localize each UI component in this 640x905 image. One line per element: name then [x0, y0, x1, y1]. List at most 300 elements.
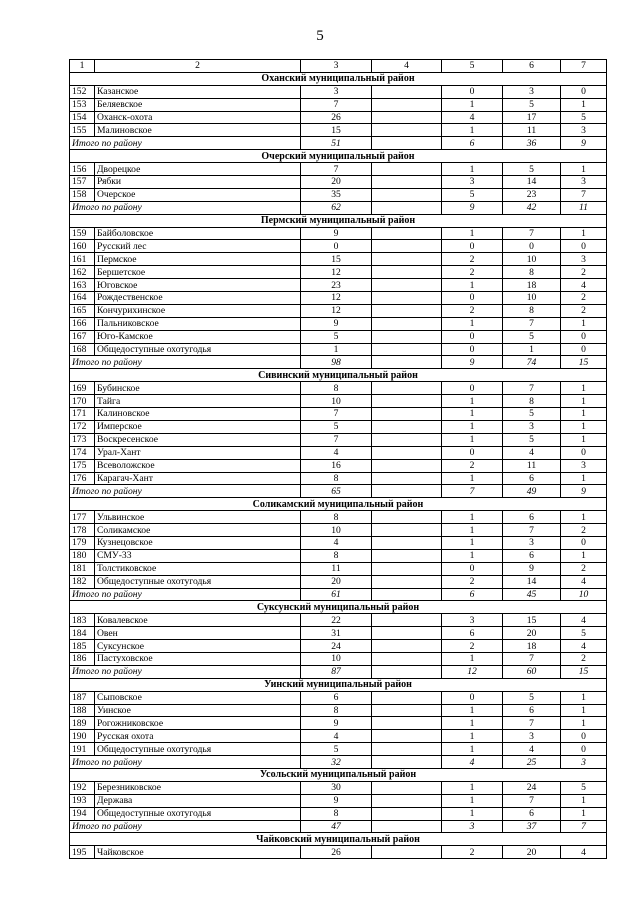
- row-number: 173: [70, 433, 95, 446]
- hunting-ground-name: Держава: [95, 794, 301, 807]
- cell-col4: [372, 408, 442, 421]
- row-number: 175: [70, 459, 95, 472]
- cell-col3: 8: [301, 472, 372, 485]
- cell-col5: 1: [442, 472, 503, 485]
- table-row: [70, 98, 607, 111]
- cell-col5: 0: [442, 691, 503, 704]
- district-header-row: [70, 150, 607, 163]
- cell-col4: [372, 85, 442, 98]
- cell-col3: 9: [301, 717, 372, 730]
- hunting-ground-name: Тайга: [95, 395, 301, 408]
- cell-col4: [372, 292, 442, 305]
- cell-col5: 2: [442, 640, 503, 653]
- total-col6: 60: [503, 665, 561, 678]
- cell-col5: 1: [442, 433, 503, 446]
- row-number: 190: [70, 730, 95, 743]
- cell-col4: [372, 253, 442, 266]
- total-col5: 3: [442, 820, 503, 833]
- cell-col3: 6: [301, 691, 372, 704]
- hunting-ground-name: Ковалевское: [95, 614, 301, 627]
- row-number: 180: [70, 549, 95, 562]
- total-col3: 61: [301, 588, 372, 601]
- row-number: 184: [70, 627, 95, 640]
- total-label: Итого по району: [70, 356, 301, 369]
- district-header-row: [70, 833, 607, 846]
- total-col7: 9: [561, 485, 607, 498]
- cell-col7: 4: [561, 614, 607, 627]
- row-number: 156: [70, 163, 95, 176]
- cell-col7: 1: [561, 807, 607, 820]
- cell-col4: [372, 511, 442, 524]
- cell-col6: 6: [503, 807, 561, 820]
- table-row: [70, 343, 607, 356]
- table-row: [70, 614, 607, 627]
- cell-col3: 10: [301, 395, 372, 408]
- cell-col6: 7: [503, 652, 561, 665]
- cell-col5: 2: [442, 459, 503, 472]
- column-header: 1: [70, 60, 95, 73]
- total-col7: 15: [561, 665, 607, 678]
- row-number: 194: [70, 807, 95, 820]
- total-col4: [372, 756, 442, 769]
- district-title: Оханский муниципальный район: [70, 72, 607, 85]
- table-body: [70, 60, 607, 859]
- hunting-ground-name: Пальниковское: [95, 317, 301, 330]
- row-number: 186: [70, 652, 95, 665]
- row-number: 168: [70, 343, 95, 356]
- hunting-ground-name: Рогожниковское: [95, 717, 301, 730]
- cell-col5: 0: [442, 292, 503, 305]
- cell-col5: 0: [442, 330, 503, 343]
- table-row: [70, 472, 607, 485]
- row-number: 167: [70, 330, 95, 343]
- total-label: Итого по району: [70, 665, 301, 678]
- hunting-ground-name: Калиновское: [95, 408, 301, 421]
- cell-col4: [372, 279, 442, 292]
- cell-col3: 8: [301, 511, 372, 524]
- cell-col4: [372, 266, 442, 279]
- cell-col4: [372, 794, 442, 807]
- table-row: [70, 240, 607, 253]
- cell-col6: 5: [503, 433, 561, 446]
- table-row: [70, 279, 607, 292]
- district-total-row: [70, 485, 607, 498]
- district-header-row: [70, 768, 607, 781]
- cell-col3: 15: [301, 124, 372, 137]
- cell-col6: 5: [503, 163, 561, 176]
- cell-col4: [372, 562, 442, 575]
- cell-col7: 3: [561, 459, 607, 472]
- cell-col5: 2: [442, 846, 503, 859]
- hunting-ground-name: Всеволожское: [95, 459, 301, 472]
- total-col4: [372, 485, 442, 498]
- cell-col5: 1: [442, 524, 503, 537]
- row-number: 166: [70, 317, 95, 330]
- cell-col3: 20: [301, 176, 372, 189]
- column-header: 2: [95, 60, 301, 73]
- table-row: [70, 433, 607, 446]
- table-row: [70, 85, 607, 98]
- cell-col5: 1: [442, 794, 503, 807]
- cell-col5: 1: [442, 420, 503, 433]
- cell-col5: 5: [442, 188, 503, 201]
- district-header-row: [70, 72, 607, 85]
- total-col6: 42: [503, 201, 561, 214]
- cell-col3: 3: [301, 85, 372, 98]
- cell-col5: 1: [442, 511, 503, 524]
- cell-col7: 4: [561, 640, 607, 653]
- cell-col4: [372, 704, 442, 717]
- cell-col4: [372, 433, 442, 446]
- cell-col3: 7: [301, 163, 372, 176]
- total-col6: 25: [503, 756, 561, 769]
- cell-col3: 9: [301, 317, 372, 330]
- hunting-ground-name: Овен: [95, 627, 301, 640]
- cell-col3: 20: [301, 575, 372, 588]
- hunting-ground-name: Русская охота: [95, 730, 301, 743]
- table-row: [70, 176, 607, 189]
- total-col3: 87: [301, 665, 372, 678]
- row-number: 183: [70, 614, 95, 627]
- cell-col3: 4: [301, 536, 372, 549]
- hunting-ground-name: Русский лес: [95, 240, 301, 253]
- table-row: [70, 704, 607, 717]
- cell-col7: 1: [561, 395, 607, 408]
- hunting-ground-name: Толстиковское: [95, 562, 301, 575]
- cell-col5: 0: [442, 446, 503, 459]
- cell-col4: [372, 627, 442, 640]
- row-number: 163: [70, 279, 95, 292]
- table-row: [70, 652, 607, 665]
- cell-col4: [372, 459, 442, 472]
- district-title: Усольский муниципальный район: [70, 768, 607, 781]
- hunting-ground-name: Березниковское: [95, 781, 301, 794]
- cell-col4: [372, 717, 442, 730]
- hunting-ground-name: Общедоступные охотугодья: [95, 743, 301, 756]
- cell-col5: 2: [442, 304, 503, 317]
- cell-col6: 6: [503, 549, 561, 562]
- table-row: [70, 266, 607, 279]
- row-number: 189: [70, 717, 95, 730]
- total-col3: 62: [301, 201, 372, 214]
- cell-col6: 3: [503, 85, 561, 98]
- hunting-ground-name: Рождественское: [95, 292, 301, 305]
- cell-col7: 3: [561, 176, 607, 189]
- cell-col7: 1: [561, 420, 607, 433]
- row-number: 187: [70, 691, 95, 704]
- district-total-row: [70, 356, 607, 369]
- district-title: Чайковский муниципальный район: [70, 833, 607, 846]
- page-number: 5: [316, 28, 324, 44]
- cell-col7: 0: [561, 85, 607, 98]
- table-row: [70, 562, 607, 575]
- row-number: 153: [70, 98, 95, 111]
- hunting-ground-name: Соликамское: [95, 524, 301, 537]
- district-title: Очерский муниципальный район: [70, 150, 607, 163]
- cell-col7: 2: [561, 524, 607, 537]
- cell-col4: [372, 524, 442, 537]
- cell-col6: 8: [503, 395, 561, 408]
- cell-col4: [372, 188, 442, 201]
- cell-col6: 20: [503, 846, 561, 859]
- cell-col6: 5: [503, 98, 561, 111]
- cell-col7: 1: [561, 511, 607, 524]
- cell-col4: [372, 549, 442, 562]
- table-row: [70, 536, 607, 549]
- cell-col4: [372, 691, 442, 704]
- row-number: 172: [70, 420, 95, 433]
- table-row: [70, 846, 607, 859]
- cell-col3: 12: [301, 266, 372, 279]
- total-col7: 3: [561, 756, 607, 769]
- cell-col5: 1: [442, 408, 503, 421]
- district-header-row: [70, 678, 607, 691]
- total-col5: 6: [442, 588, 503, 601]
- cell-col7: 7: [561, 188, 607, 201]
- district-total-row: [70, 201, 607, 214]
- cell-col5: 1: [442, 652, 503, 665]
- table-row: [70, 163, 607, 176]
- total-col5: 4: [442, 756, 503, 769]
- total-col3: 98: [301, 356, 372, 369]
- hunting-ground-name: Ульвинское: [95, 511, 301, 524]
- cell-col3: 0: [301, 240, 372, 253]
- district-title: Уинский муниципальный район: [70, 678, 607, 691]
- cell-col6: 15: [503, 614, 561, 627]
- cell-col4: [372, 846, 442, 859]
- hunting-ground-name: Чайковское: [95, 846, 301, 859]
- cell-col3: 7: [301, 408, 372, 421]
- cell-col4: [372, 395, 442, 408]
- cell-col7: 0: [561, 343, 607, 356]
- row-number: 191: [70, 743, 95, 756]
- total-label: Итого по району: [70, 137, 301, 150]
- cell-col7: 1: [561, 98, 607, 111]
- row-number: 182: [70, 575, 95, 588]
- district-header-row: [70, 498, 607, 511]
- cell-col6: 24: [503, 781, 561, 794]
- column-number-row: [70, 60, 607, 73]
- district-title: Пермский муниципальный район: [70, 214, 607, 227]
- hunting-ground-name: Имперское: [95, 420, 301, 433]
- cell-col7: 2: [561, 292, 607, 305]
- total-col4: [372, 356, 442, 369]
- hunting-ground-name: Байболовское: [95, 227, 301, 240]
- row-number: 160: [70, 240, 95, 253]
- cell-col6: 11: [503, 459, 561, 472]
- hunting-ground-name: Очерское: [95, 188, 301, 201]
- cell-col4: [372, 111, 442, 124]
- total-label: Итого по району: [70, 485, 301, 498]
- cell-col4: [372, 163, 442, 176]
- cell-col7: 1: [561, 794, 607, 807]
- cell-col3: 8: [301, 807, 372, 820]
- cell-col6: 6: [503, 472, 561, 485]
- district-title: Суксунский муниципальный район: [70, 601, 607, 614]
- hunting-ground-name: Бубинское: [95, 382, 301, 395]
- column-header: 4: [372, 60, 442, 73]
- table-row: [70, 317, 607, 330]
- cell-col6: 1: [503, 343, 561, 356]
- cell-col4: [372, 98, 442, 111]
- total-col4: [372, 201, 442, 214]
- cell-col7: 1: [561, 704, 607, 717]
- total-label: Итого по району: [70, 820, 301, 833]
- row-number: 185: [70, 640, 95, 653]
- cell-col4: [372, 304, 442, 317]
- cell-col6: 11: [503, 124, 561, 137]
- cell-col6: 7: [503, 227, 561, 240]
- cell-col5: 1: [442, 279, 503, 292]
- total-col4: [372, 820, 442, 833]
- table-row: [70, 730, 607, 743]
- cell-col5: 1: [442, 163, 503, 176]
- hunting-ground-name: Урал-Хант: [95, 446, 301, 459]
- table-row: [70, 807, 607, 820]
- cell-col5: 3: [442, 176, 503, 189]
- cell-col7: 1: [561, 317, 607, 330]
- cell-col7: 0: [561, 446, 607, 459]
- cell-col3: 26: [301, 846, 372, 859]
- cell-col5: 1: [442, 536, 503, 549]
- cell-col3: 5: [301, 330, 372, 343]
- table-row: [70, 446, 607, 459]
- cell-col7: 1: [561, 717, 607, 730]
- cell-col4: [372, 781, 442, 794]
- total-col7: 15: [561, 356, 607, 369]
- cell-col5: 1: [442, 227, 503, 240]
- cell-col3: 16: [301, 459, 372, 472]
- cell-col3: 31: [301, 627, 372, 640]
- hunting-ground-name: Общедоступные охотугодья: [95, 343, 301, 356]
- cell-col5: 4: [442, 111, 503, 124]
- cell-col6: 4: [503, 446, 561, 459]
- total-col4: [372, 137, 442, 150]
- cell-col6: 7: [503, 794, 561, 807]
- table-row: [70, 640, 607, 653]
- cell-col6: 6: [503, 511, 561, 524]
- cell-col6: 10: [503, 292, 561, 305]
- cell-col3: 4: [301, 730, 372, 743]
- total-col6: 36: [503, 137, 561, 150]
- cell-col5: 2: [442, 266, 503, 279]
- column-header: 7: [561, 60, 607, 73]
- cell-col4: [372, 575, 442, 588]
- cell-col7: 1: [561, 549, 607, 562]
- hunting-ground-name: Юговское: [95, 279, 301, 292]
- cell-col6: 3: [503, 730, 561, 743]
- cell-col6: 3: [503, 536, 561, 549]
- cell-col6: 7: [503, 382, 561, 395]
- cell-col4: [372, 614, 442, 627]
- cell-col7: 5: [561, 111, 607, 124]
- cell-col7: 0: [561, 730, 607, 743]
- hunting-ground-name: Пастуховское: [95, 652, 301, 665]
- table-row: [70, 420, 607, 433]
- total-col5: 9: [442, 201, 503, 214]
- cell-col3: 9: [301, 227, 372, 240]
- row-number: 165: [70, 304, 95, 317]
- row-number: 152: [70, 85, 95, 98]
- cell-col6: 7: [503, 717, 561, 730]
- cell-col3: 15: [301, 253, 372, 266]
- row-number: 161: [70, 253, 95, 266]
- cell-col5: 1: [442, 781, 503, 794]
- cell-col3: 7: [301, 98, 372, 111]
- row-number: 171: [70, 408, 95, 421]
- hunting-ground-name: Сыповское: [95, 691, 301, 704]
- cell-col7: 1: [561, 163, 607, 176]
- hunting-ground-name: Пермское: [95, 253, 301, 266]
- total-label: Итого по району: [70, 201, 301, 214]
- total-col7: 9: [561, 137, 607, 150]
- cell-col6: 20: [503, 627, 561, 640]
- row-number: 158: [70, 188, 95, 201]
- total-col6: 49: [503, 485, 561, 498]
- cell-col6: 8: [503, 266, 561, 279]
- table-row: [70, 524, 607, 537]
- cell-col3: 9: [301, 794, 372, 807]
- hunting-ground-name: Общедоступные охотугодья: [95, 807, 301, 820]
- cell-col5: 1: [442, 807, 503, 820]
- table-row: [70, 459, 607, 472]
- row-number: 159: [70, 227, 95, 240]
- total-col4: [372, 665, 442, 678]
- row-number: 154: [70, 111, 95, 124]
- table-row: [70, 575, 607, 588]
- hunting-quota-table: [69, 59, 607, 859]
- cell-col7: 1: [561, 227, 607, 240]
- cell-col3: 24: [301, 640, 372, 653]
- cell-col7: 2: [561, 652, 607, 665]
- cell-col5: 0: [442, 240, 503, 253]
- cell-col7: 0: [561, 240, 607, 253]
- hunting-ground-name: Бершетское: [95, 266, 301, 279]
- total-col3: 47: [301, 820, 372, 833]
- cell-col6: 5: [503, 330, 561, 343]
- cell-col3: 11: [301, 562, 372, 575]
- cell-col4: [372, 472, 442, 485]
- district-header-row: [70, 601, 607, 614]
- hunting-ground-name: Юго-Камское: [95, 330, 301, 343]
- hunting-ground-name: Суксунское: [95, 640, 301, 653]
- cell-col5: 0: [442, 85, 503, 98]
- cell-col3: 26: [301, 111, 372, 124]
- cell-col6: 4: [503, 743, 561, 756]
- hunting-ground-name: Казанское: [95, 85, 301, 98]
- district-header-row: [70, 214, 607, 227]
- cell-col5: 0: [442, 343, 503, 356]
- cell-col7: 1: [561, 691, 607, 704]
- cell-col6: 18: [503, 279, 561, 292]
- total-col7: 10: [561, 588, 607, 601]
- cell-col7: 0: [561, 330, 607, 343]
- cell-col6: 9: [503, 562, 561, 575]
- cell-col7: 2: [561, 266, 607, 279]
- total-label: Итого по району: [70, 588, 301, 601]
- district-total-row: [70, 588, 607, 601]
- row-number: 179: [70, 536, 95, 549]
- row-number: 170: [70, 395, 95, 408]
- cell-col3: 23: [301, 279, 372, 292]
- cell-col5: 1: [442, 395, 503, 408]
- row-number: 193: [70, 794, 95, 807]
- cell-col4: [372, 343, 442, 356]
- cell-col3: 8: [301, 382, 372, 395]
- cell-col3: 35: [301, 188, 372, 201]
- table-row: [70, 395, 607, 408]
- table-row: [70, 794, 607, 807]
